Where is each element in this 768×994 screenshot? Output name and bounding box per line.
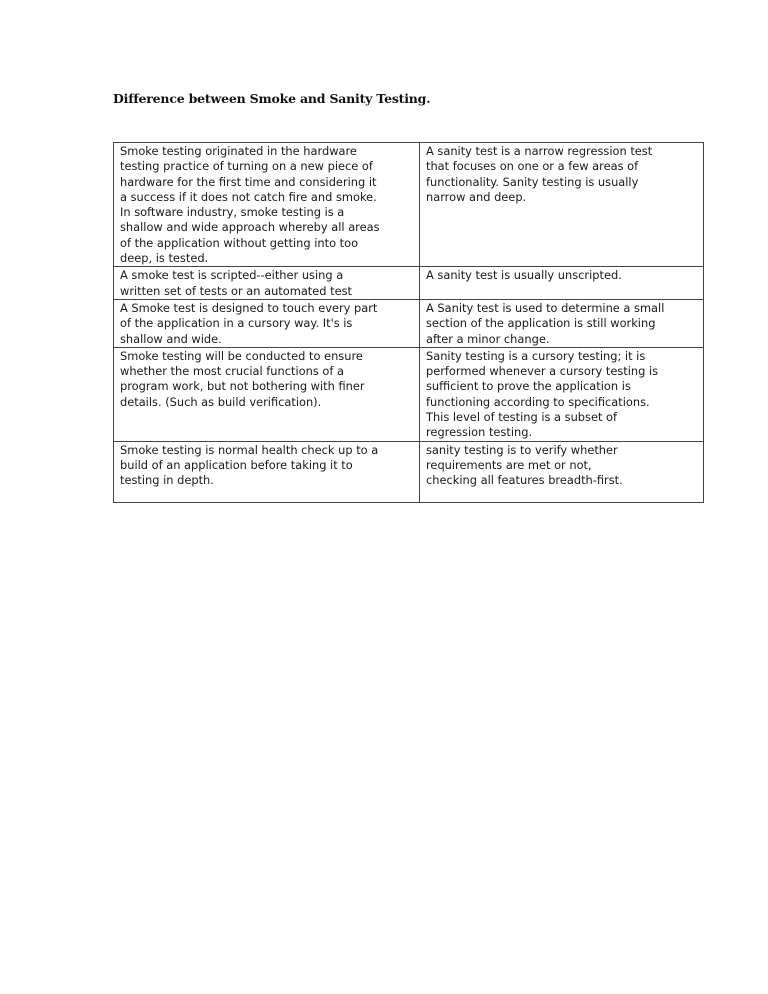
table-row: [114, 441, 704, 502]
sanity-testing-cell: A sanity test is usually unscripted.: [420, 267, 704, 300]
smoke-testing-cell: A Smoke test is designed to touch every part of the application in a cursory way. It's is shallow and wide.: [114, 299, 420, 347]
sanity-testing-cell: A Sanity test is used to determine a small section of the application is still working after a minor change.: [420, 299, 704, 347]
sanity-testing-cell: sanity testing is to verify whether requirements are met or not, checking all features breadth-first.: [420, 441, 704, 502]
table-row: [114, 347, 704, 441]
comparison-table: [113, 142, 704, 503]
table-row: [114, 267, 704, 300]
sanity-testing-cell: Sanity testing is a cursory testing; it is performed whenever a cursory testing is sufficient to prove the application is functioning according to specifications. This level of testing is a subset of regression testing.: [420, 347, 704, 441]
smoke-testing-cell: Smoke testing originated in the hardware testing practice of turning on a new piece of hardware for the first time and considering it a success if it does not catch fire and smoke. In software industry, smoke testing is a shallow and wide approach whereby all areas of the application without getting into too deep, is tested.: [114, 143, 420, 267]
sanity-testing-cell: A sanity test is a narrow regression test that focuses on one or a few areas of functionality. Sanity testing is usually narrow and deep.: [420, 143, 704, 267]
table-row: [114, 143, 704, 267]
table-row: [114, 299, 704, 347]
page-title: Difference between Smoke and Sanity Testing.: [113, 91, 431, 106]
smoke-testing-cell: Smoke testing is normal health check up to a build of an application before taking it to testing in depth.: [114, 441, 420, 502]
smoke-testing-cell: A smoke test is scripted--either using a written set of tests or an automated test: [114, 267, 420, 300]
smoke-testing-cell: Smoke testing will be conducted to ensure whether the most crucial functions of a program work, but not bothering with finer details. (Such as build verification).: [114, 347, 420, 441]
